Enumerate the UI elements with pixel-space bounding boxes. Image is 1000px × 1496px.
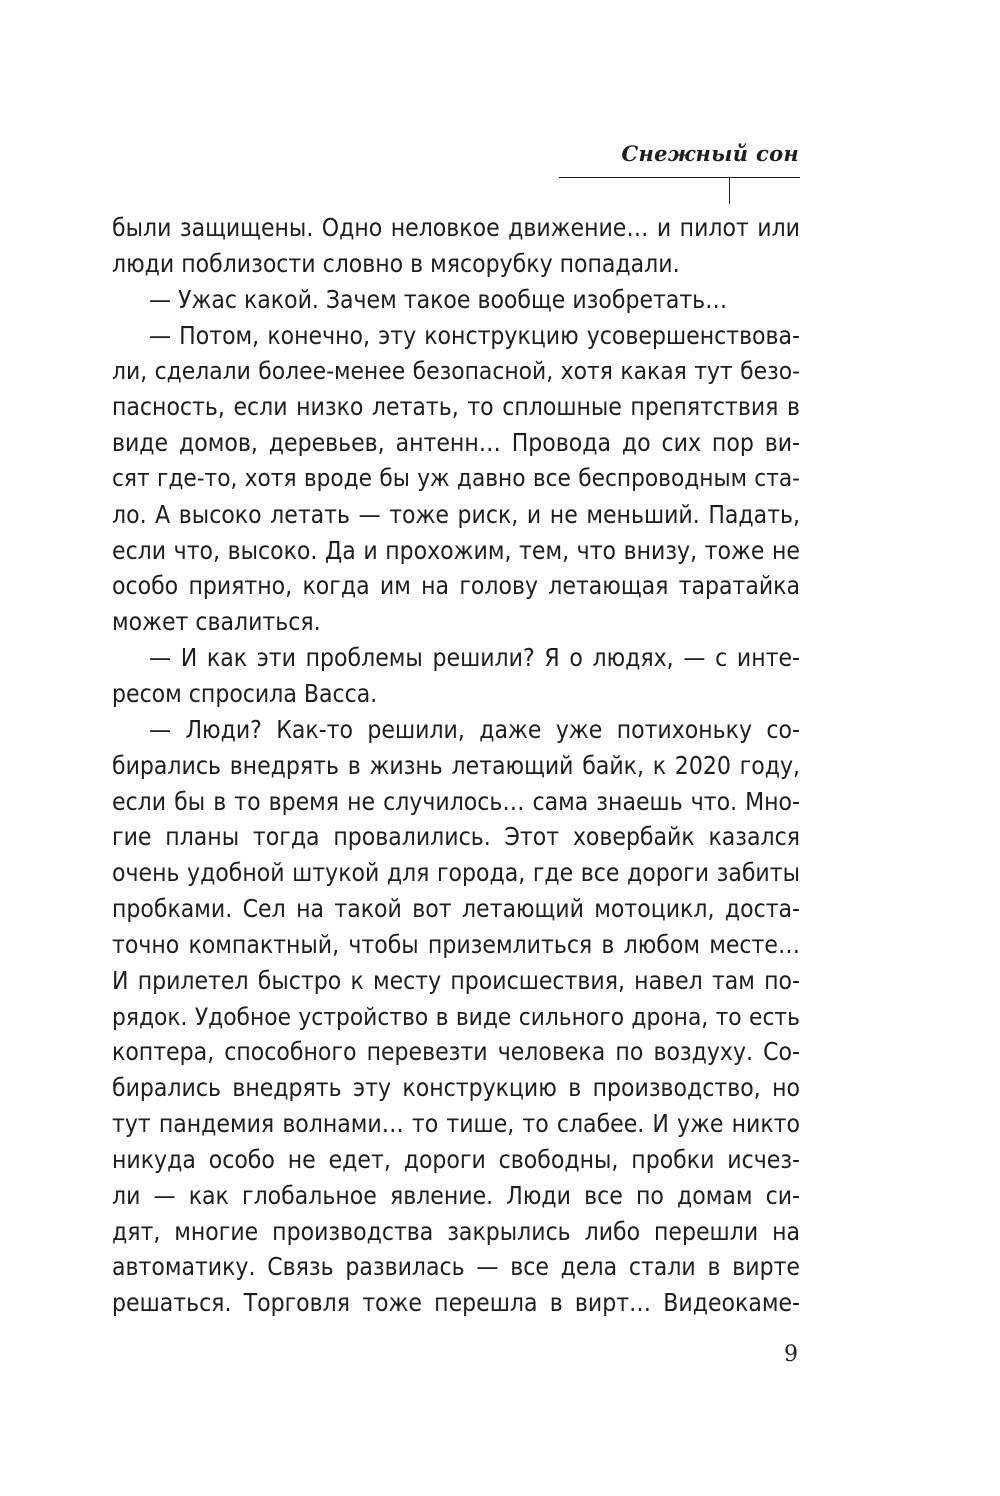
text-line: решаться. Торговля тоже перешла в вирт… Видеокаме- [112,1288,800,1318]
text-line: пасность, если низко летать, то сплошные препятствия в [112,392,800,422]
text-line: если что, высоко. Да и прохожим, тем, что внизу, тоже не [112,535,800,565]
page-number: 9 [784,1342,798,1367]
text-line: были защищены. Одно неловкое движение… и пилот или [112,213,800,242]
text-line: — Потом, конечно, эту конструкцию усовершенствова- [149,320,800,350]
text-line: бирались внедрять в жизнь летающий байк, к 2020 году, [112,750,800,780]
text-line: ресом спросила Васса. [112,678,378,708]
text-line: если бы в то время не случилось… сама знаешь что. Мно- [112,786,800,816]
text-line: точно компактный, чтобы приземлиться в любом месте… [112,929,800,959]
header-rule [559,177,800,178]
text-line: тут пандемия волнами… то тише, то слабее. И уже никто [112,1109,800,1139]
text-line: — Люди? Как-то решили, даже уже потихоньку со- [149,714,800,744]
text-line: ло. А высоко летать — тоже риск, и не меньший. Падать, [112,499,800,529]
text-line: сят где-то, хотя вроде бы уж давно все беспроводным ста- [112,463,800,492]
text-line: очень удобной штукой для города, где все дороги забиты [112,858,800,888]
text-line: рядок. Удобное устройство в виде сильного дрона, то есть [112,1001,800,1031]
text-line: виде домов, деревьев, антенн… Провода до сих пор ви- [112,428,800,458]
text-line: ли — как глобальное явление. Люди все по домам си- [112,1180,800,1210]
text-line: особо приятно, когда им на голову летающая таратайка [112,571,800,601]
text-line: — И как эти проблемы решили? Я о людях, — с инте- [149,643,800,673]
text-line: дят, многие производства закрылись либо перешли на [112,1216,800,1246]
text-line: автоматику. Связь развилась — все дела стали в вирте [112,1252,800,1282]
text-line: никуда особо не едет, дороги свободны, пробки исчез- [112,1144,800,1174]
header-rule-tick [729,177,730,204]
text-line: коптера, способного перевезти человека по воздуху. Со- [112,1037,800,1067]
text-line: И прилетел быстро к месту происшествия, навел там по- [112,965,800,995]
text-line: люди поблизости словно в мясорубку попадали. [112,248,680,278]
text-line: может свалиться. [112,607,321,637]
text-line: бирались внедрять эту конструкцию в производство, но [112,1073,800,1103]
text-line: гие планы тогда провалились. Этот ховербайк казался [112,822,800,852]
body-text [112,210,800,1321]
running-head: Снежный сон [621,141,799,166]
text-line: пробками. Сел на такой вот летающий мотоцикл, доста- [112,894,800,924]
text-line: — Ужас какой. Зачем такое вообще изобретать… [149,284,728,314]
text-line: ли, сделали более-менее безопасной, хотя какая тут безо- [112,356,800,386]
